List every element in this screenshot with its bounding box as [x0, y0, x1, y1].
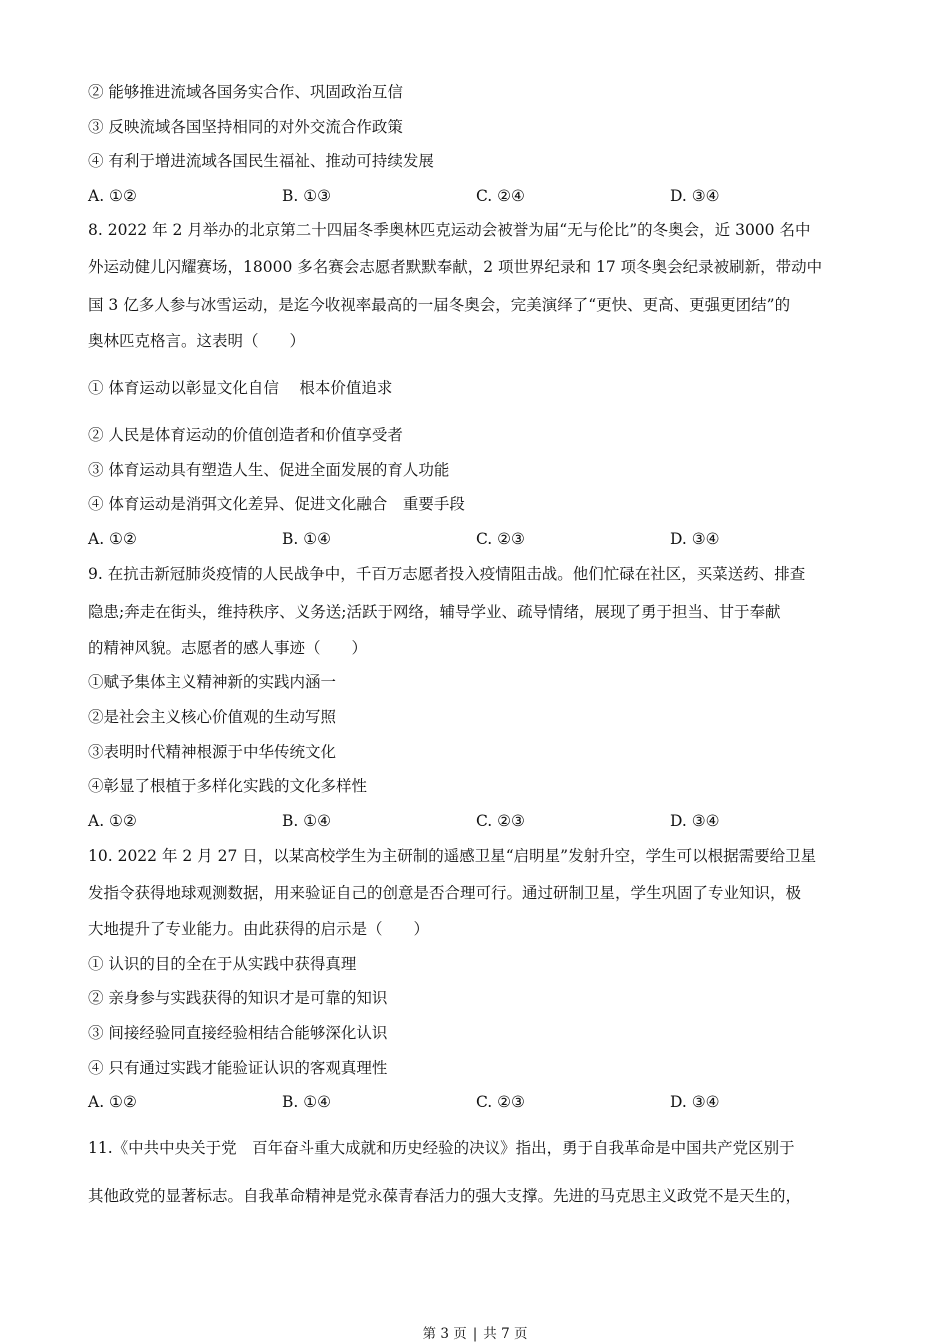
q9-option-a: A. ①② [88, 812, 137, 830]
q10-stem-line: 发指令获得地球观测数据，用来验证自己的创意是否合理可行。通过研制卫星，学生巩固了专业知识，极 [88, 884, 802, 902]
page-footer [0, 1325, 950, 1343]
q9-options [88, 811, 868, 831]
q10-item-2: ② 亲身参与实践获得的知识才是可靠的知识 [88, 989, 388, 1007]
q10-option-c: C. ②③ [476, 1093, 525, 1111]
q9-item-3: ③表明时代精神根源于中华传统文化 [88, 743, 337, 761]
q9-option-c: C. ②③ [476, 812, 525, 830]
q9-item-4: ④彰显了根植于多样化实践的文化多样性 [88, 777, 368, 795]
q10-stem-line: 大地提升了专业能力。由此获得的启示是（ ） [88, 920, 430, 938]
q8-stem-line: 外运动健儿闪耀赛场，18000 多名赛会志愿者默默奉献，2 项世界纪录和 17 项冬奥会纪录被刷新，带动中 [88, 258, 823, 276]
q7-option-a: A. ①② [88, 187, 137, 205]
q8-stem-line: 国 3 亿多人参与冰雪运动，是迄今收视率最高的一届冬奥会，完美演绎了“更快、更高、更强更团结”的 [88, 296, 791, 314]
q10-options [88, 1092, 868, 1112]
q9-item-2: ②是社会主义核心价值观的生动写照 [88, 708, 337, 726]
q9-stem-line: 隐患;奔走在街头，维持秩序、义务送;活跃于网络，辅导学业、疏导情绪，展现了勇于担当、甘于奉献 [88, 603, 781, 621]
q10-stem-line: 10. 2022 年 2 月 27 日，以某高校学生为主研制的遥感卫星“启明星”发射升空，学生可以根据需要给卫星 [88, 847, 817, 865]
q8-stem-line: 奥林匹克格言。这表明（ ） [88, 332, 306, 350]
q7-options [88, 186, 868, 206]
q7-item-4: ④ 有利于增进流域各国民生福祉、推动可持续发展 [88, 152, 434, 170]
q7-item-3: ③ 反映流域各国坚持相同的对外交流合作政策 [88, 118, 403, 136]
q8-item-4: ④ 体育运动是消弭文化差异、促进文化融合 重要手段 [88, 495, 465, 513]
q9-stem-line: 的精神风貌。志愿者的感人事迹（ ） [88, 639, 368, 657]
q7-item-2: ② 能够推进流域各国务实合作、巩固政治互信 [88, 83, 403, 101]
q8-item-1: ① 体育运动以彰显文化自信 根本价值追求 [88, 379, 393, 397]
q9-option-b: B. ①④ [282, 812, 332, 830]
q10-item-4: ④ 只有通过实践才能验证认识的客观真理性 [88, 1059, 388, 1077]
q9-option-d: D. ③④ [670, 812, 720, 830]
q8-item-3: ③ 体育运动具有塑造人生、促进全面发展的育人功能 [88, 461, 450, 479]
q10-item-3: ③ 间接经验同直接经验相结合能够深化认识 [88, 1024, 388, 1042]
q10-option-b: B. ①④ [282, 1093, 332, 1111]
q8-stem-line: 8. 2022 年 2 月举办的北京第二十四届冬季奥林匹克运动会被誉为届“无与伦比”的冬奥会，近 3000 名中 [88, 221, 811, 239]
q8-option-c: C. ②③ [476, 530, 525, 548]
q10-item-1: ① 认识的目的全在于从实践中获得真理 [88, 955, 357, 973]
q8-option-d: D. ③④ [670, 530, 720, 548]
q8-options [88, 529, 868, 549]
q7-option-d: D. ③④ [670, 187, 720, 205]
q11-stem-line: 11.《中共中央关于党 百年奋斗重大成就和历史经验的决议》指出，勇于自我革命是中国共产党区别于 [88, 1139, 795, 1157]
q7-option-b: B. ①③ [282, 187, 332, 205]
page-number: 第 3 页 [422, 1326, 467, 1342]
q10-option-d: D. ③④ [670, 1093, 720, 1111]
q8-option-b: B. ①④ [282, 530, 332, 548]
footer-separator: | [472, 1326, 478, 1342]
q9-stem-line: 9. 在抗击新冠肺炎疫情的人民战争中，千百万志愿者投入疫情阻击战。他们忙碌在社区，买菜送药、排查 [88, 565, 806, 583]
q9-item-1: ①赋予集体主义精神新的实践内涵一 [88, 673, 337, 691]
page-total: 共 7 页 [483, 1326, 528, 1342]
q8-item-2: ② 人民是体育运动的价值创造者和价值享受者 [88, 426, 403, 444]
q10-option-a: A. ①② [88, 1093, 137, 1111]
q11-stem-line: 其他政党的显著标志。自我革命精神是党永葆青春活力的强大支撑。先进的马克思主义政党不是天生的， [88, 1187, 802, 1205]
q7-option-c: C. ②④ [476, 187, 525, 205]
q8-option-a: A. ①② [88, 530, 137, 548]
